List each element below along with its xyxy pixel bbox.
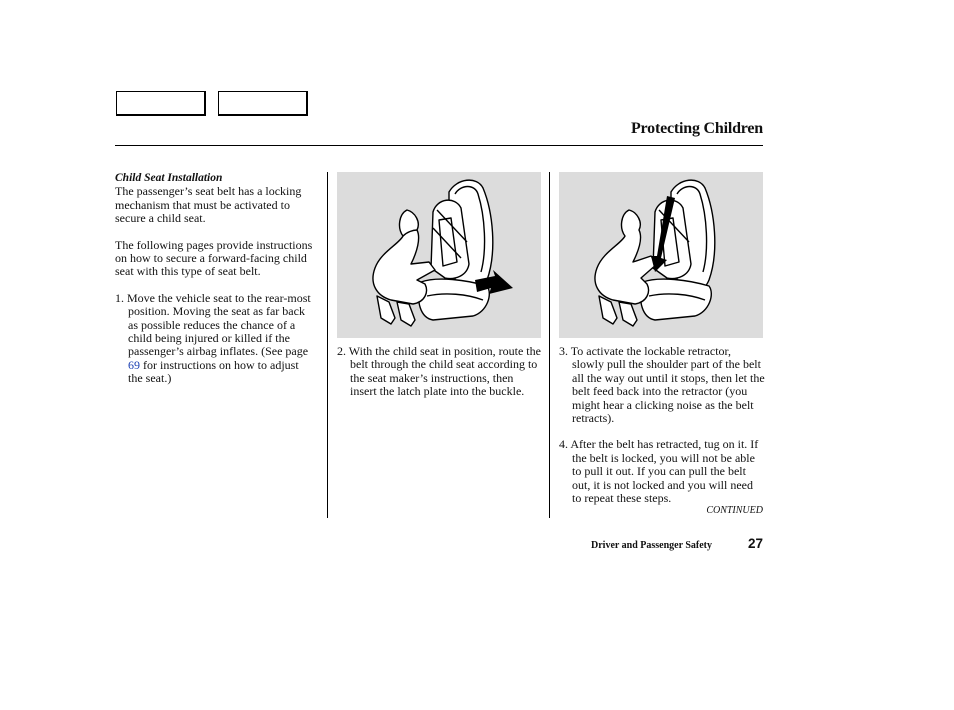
- nav-button-2[interactable]: [218, 91, 308, 116]
- step-1: [115, 292, 315, 386]
- column-1: [115, 172, 315, 386]
- step-2: 2. With the child seat in position, route the belt through the child seat according to the seat maker’s instructions, then insert the latch plate into the buckle.: [337, 344, 541, 399]
- paragraph-1: The passenger’s seat belt has a locking mechanism that must be activated to secure a child seat.: [115, 184, 302, 226]
- step-1-text-a: 1. Move the vehicle seat to the rear-most position. Moving the seat as far back as possible reduces the chance of a child being injured or killed if the passenger’s airbag inflates. (See page: [115, 290, 311, 359]
- illustration-route-belt: [337, 172, 541, 338]
- step-3: 3. To activate the lockable retractor, slowly pull the shoulder part of the belt all the way out until it stops, then let the belt feed back into the retractor (you might hear a clicking noise as the belt retracts).: [559, 344, 765, 426]
- page-number: 27: [747, 536, 763, 551]
- illustration-pull-belt: [559, 172, 763, 338]
- section-subheading: Child Seat Installation: [115, 172, 223, 184]
- column-divider-1: [327, 172, 328, 518]
- step-1-text-b: for instructions on how to adjust the seat.): [128, 357, 299, 386]
- column-divider-2: [549, 172, 550, 518]
- column-2: [337, 345, 543, 399]
- nav-button-1[interactable]: [116, 91, 206, 116]
- header-rule: [115, 145, 763, 146]
- step-4: 4. After the belt has retracted, tug on it. If the belt is locked, you will not be able to pull it out. If you can pull the belt out, it is not locked and you will need to repeat these steps.: [559, 437, 759, 506]
- continued-label: CONTINUED: [706, 505, 763, 516]
- paragraph-2: The following pages provide instructions on how to secure a forward-facing child seat with this type of seat belt.: [115, 237, 313, 279]
- column-3: [559, 345, 765, 505]
- page-title: Protecting Children: [630, 120, 763, 137]
- section-footer: Driver and Passenger Safety: [591, 540, 713, 551]
- page-69-link[interactable]: 69: [128, 357, 140, 372]
